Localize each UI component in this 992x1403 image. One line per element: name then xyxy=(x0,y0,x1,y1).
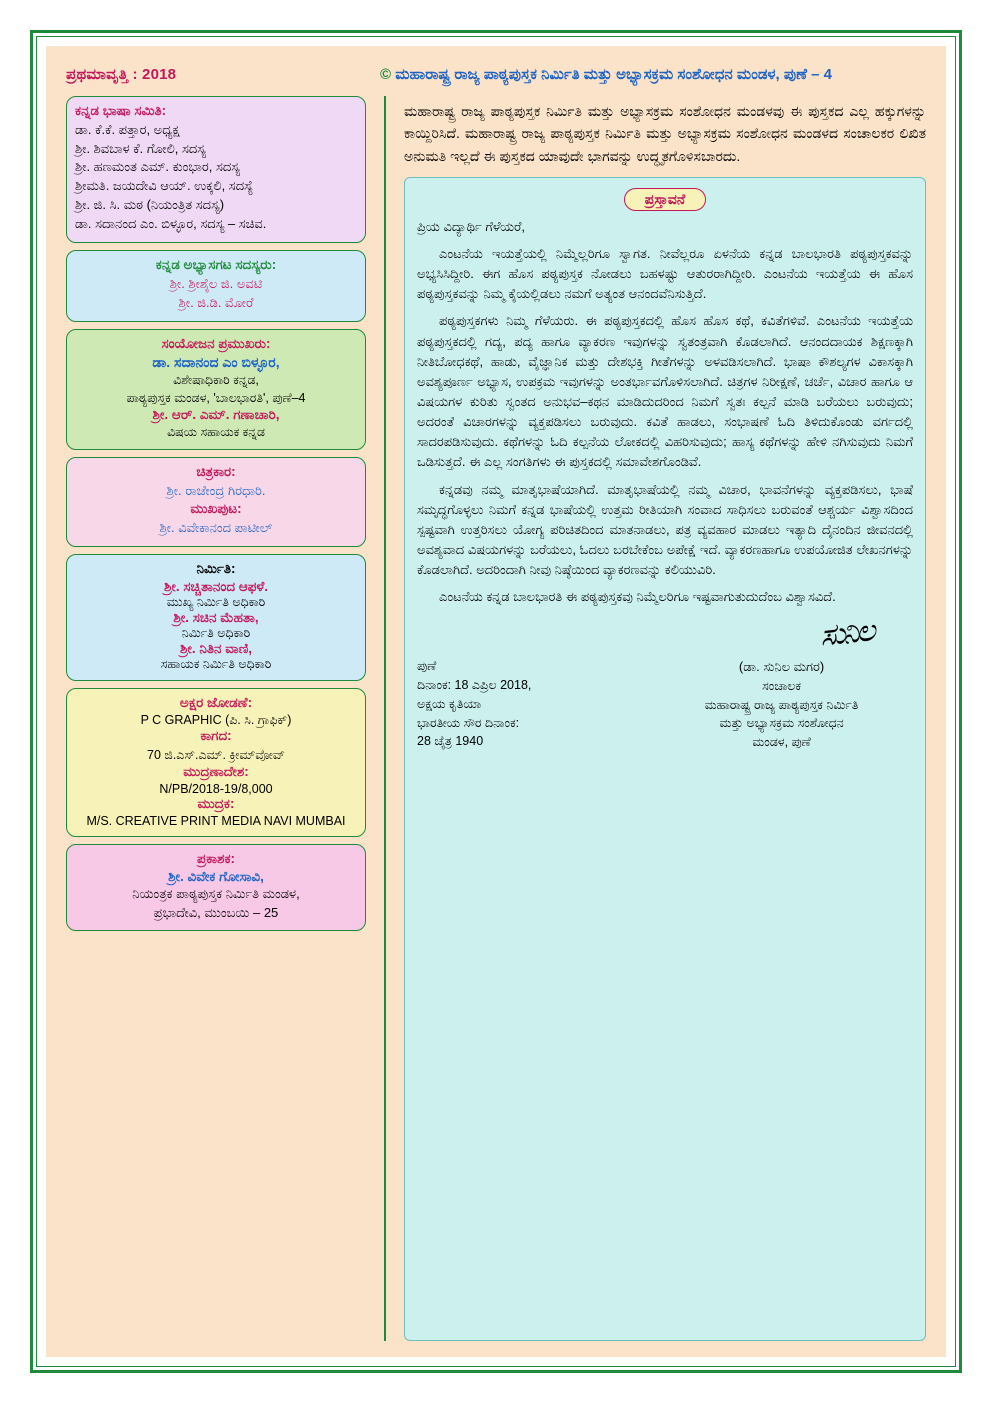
list-item: ಡಾ. ಸದಾನಂದ ಎಂ. ಬಿಳ್ಳೂರ, ಸದಸ್ಯ – ಸಚಿವ. xyxy=(75,215,267,231)
copyright-heading xyxy=(380,64,926,86)
publisher-name: ಶ್ರೀ. ವಿವೇಕ ಗೋಸಾವಿ, xyxy=(168,868,264,884)
coordinator-name-2: ಶ್ರೀ. ಆರ್. ಎಮ್. ಗಣಾಚಾರಿ, xyxy=(152,406,280,422)
publisher-address-line-1: ನಿಯಂತ್ರಕ ಪಾಠ್ಯಪುಸ್ತಕ ನಿರ್ಮಿತಿ ಮಂಡಳ, xyxy=(132,885,300,901)
print-order-value: N/PB/2018-19/8,000 xyxy=(159,781,273,796)
list-item: ಡಾ. ಕೆ.ಕೆ. ಪತ್ತಾರ, ಅಧ್ಯಕ್ಷ xyxy=(75,121,180,137)
cover-artist-name: ಶ್ರೀ. ವಿವೇಕಾನಂದ ಪಾಟೀಲ್ xyxy=(159,519,273,535)
coordinator-name-1: ಡಾ. ಸದಾನಂದ ಎಂ ಬಿಳ್ಳೂರ, xyxy=(152,353,280,370)
production-person-name: ಶ್ರೀ. ಸಚಿನ ಮೆಹತಾ, xyxy=(173,609,259,625)
publisher-title: ಪ್ರಕಾಶಕ: xyxy=(196,850,236,866)
preface-footer xyxy=(417,657,913,752)
production-title: ನಿರ್ಮಿತಿ: xyxy=(196,560,236,576)
language-committee-box xyxy=(66,96,366,243)
study-group-box xyxy=(66,250,366,322)
copyright-holder: ಮಹಾರಾಷ್ಟ್ರ ರಾಜ್ಯ ಪಾಠ್ಯಪುಸ್ತಕ ನಿರ್ಮಿತಿ ಮತ್ತು ಅಭ್ಯಾಸಕ್ರಮ ಸಂಶೋಧನ ಮಂಡಳ, ಪುಣೆ – 4 xyxy=(395,66,833,83)
preface-paragraph: ಪಠ್ಯಪುಸ್ತಕಗಳು ನಿಮ್ಮ ಗೆಳೆಯರು. ಈ ಪಠ್ಯಪುಸ್ತಕದಲ್ಲಿ ಹೊಸ ಹೊಸ ಕಥೆ, ಕವಿತೆಗಳಿವೆ. ಎಂಟನೆಯ ಇಯತ್ತೆಯ ಪಠ್ಯಪುಸ್ತಕದಲ್ಲಿ ಗದ್ಯ, ಪದ್ಯ ಹಾಗೂ ವ್ಯಾಕರಣ ಇವುಗಳನ್ನು ಸ್ವತಂತ್ರವಾಗಿ ಕೊಡಲಾಗಿದೆ. ಆನಂದದಾಯಕ ಶಿಕ್ಷಣಕ್ಕಾಗಿ ನೀತಿಬೋಧಕಥೆ, ಹಾಡು, ವೈಜ್ಞಾನಿಕ ಮತ್ತು ದೇಶಭಕ್ತಿ ಗೀತೆಗಳನ್ನು ಅಳವಡಿಸಲಾಗಿದೆ. ಭಾಷಾ ಕೌಶಲ್ಯಗಳ ವಿಕಾಸಕ್ಕಾಗಿ ಅವಶ್ಯಪೂರ್ಣ ಅಭ್ಯಾಸ, ಉಪಕ್ರಮ ಇವುಗಳನ್ನು ಅಂತರ್ಭಾವಗೊಳಿಸಲಾಗಿದೆ. ಚಿತ್ರಗಳ ನಿರೀಕ್ಷಣೆ, ಚರ್ಚೆ, ವಿಚಾರ ಹಾಗೂ ಆ ವಿಷಯಗಳ ಕುರಿತು ಸ್ವಂತದ ಅನುಭವ–ಕಥನ ಮಾಡಿದುದರಿಂದ ನಿಮಗೆ ಸ್ವತಃ ಕಲ್ಪನೆ ಮಾಡಿ ಬರೆಯಲು ಬರುವುದು; ಅದರಂತೆ ವಿಚಾರಗಳನ್ನು ವ್ಯಕ್ತಪಡಿಸಲು ಬರುವುದು. ಕವಿತೆ ಹಾಡಲು, ಸಂಭಾಷಣೆ ಓದಿ ತಿಳಿದುಕೊಂಡು ವರ್ಗದಲ್ಲಿ ಸಾದರಪಡಿಸುವುದು. ಕಥೆಗಳನ್ನು ಓದಿ ಕಲ್ಪನೆಯ ಲೋಕದಲ್ಲಿ ವಿಹರಿಸುವುದು; ಹಾಸ್ಯ ಕಥೆಗಳನ್ನು ಹೇಳಿ ನಗಿಸುವುದು ನಿಮಗೆ ಒಡಿಸುತ್ತದೆ. ಈ ಎಲ್ಲ ಸಂಗತಿಗಳು ಈ ಪುಸ್ತಕದಲ್ಲಿ ಸಮಾವೇಶಗೊಂಡಿವೆ. xyxy=(417,313,913,470)
footer-line: ಮಹಾರಾಷ್ಟ್ರ ರಾಜ್ಯ ಪಾಠ್ಯಪುಸ್ತಕ ನಿರ್ಮಿತಿ xyxy=(704,697,859,712)
signatory-name: (ಡಾ. ಸುನಿಲ ಮಗರ) xyxy=(738,659,825,675)
copyright-body-text: ಮಹಾರಾಷ್ಟ್ರ ರಾಜ್ಯ ಪಾಠ್ಯಪುಸ್ತಕ ನಿರ್ಮಿತಿ ಮತ್ತು ಅಭ್ಯಾಸಕ್ರಮ ಸಂಶೋಧನ ಮಂಡಳವು ಈ ಪುಸ್ತಕದ ಎಲ್ಲ ಹಕ್ಕುಗಳನ್ನು ಕಾಯ್ದಿರಿಸಿದೆ. ಮಹಾರಾಷ್ಟ್ರ ರಾಜ್ಯ ಪಾಠ್ಯಪುಸ್ತಕ ನಿರ್ಮಿತಿ ಮತ್ತು ಅಭ್ಯಾಸಕ್ರಮ ಸಂಶೋಧನ ಮಂಡಳದ ಸಂಚಾಲಕರ ಲಿಖಿತ ಅನುಮತಿ ಇಲ್ಲದೆ ಈ ಪುಸ್ತಕದ ಯಾವುದೇ ಭಾಗವನ್ನು ಉದ್ಧೃತಗೊಳಿಸಬಾರದು. xyxy=(404,102,926,164)
preface-title: ಪ್ರಸ್ತಾವನೆ xyxy=(624,188,707,211)
footer-line: ಮತ್ತು ಅಭ್ಯಾಸಕ್ರಮ ಸಂಶೋಧನ xyxy=(719,716,844,731)
list-item: ಶ್ರೀ. ಜಿ.ಡಿ. ಮೋರೆ xyxy=(178,294,254,310)
signatory-designation: ಸಂಚಾಲಕ xyxy=(762,678,802,693)
production-person-name: ಶ್ರೀ. ನಿತಿನ ವಾಣಿ, xyxy=(179,640,253,656)
footer-line: ಅಕ್ಷಯ ಕೃತಿಯಾ xyxy=(417,696,482,711)
typesetting-box xyxy=(66,688,366,837)
publisher-box xyxy=(66,844,366,932)
production-person-name: ಶ್ರೀ. ಸಚ್ಚಿತಾನಂದ ಆಫಳೆ. xyxy=(163,578,269,594)
signature-image: ಸುನಿಲ xyxy=(818,613,875,655)
list-item: ಶ್ರೀ. ಜಿ. ಸಿ. ಮಠ (ನಿಯಂತ್ರಿತ ಸದಸ್ಯ) xyxy=(75,197,225,213)
right-column xyxy=(404,96,926,1341)
preface-footer-left xyxy=(417,657,640,752)
list-item: ಶ್ರೀ. ಶಿವಬಾಳ ಕೆ. ಗೋಲಿ, ಸದಸ್ಯ xyxy=(75,140,206,156)
production-person-role: ಮುಖ್ಯ ನಿರ್ಮಿತಿ ಅಧಿಕಾರಿ xyxy=(166,594,266,609)
production-person-role: ಸಹಾಯಕ ನಿರ್ಮಿತಿ ಅಧಿಕಾರಿ xyxy=(160,656,272,671)
preface-footer-right xyxy=(650,657,913,752)
preface-paragraph: ಕನ್ನಡವು ನಮ್ಮ ಮಾತೃಭಾಷೆಯಾಗಿದೆ. ಮಾತೃಭಾಷೆಯಲ್ಲಿ ನಮ್ಮ ವಿಚಾರ, ಭಾವನೆಗಳನ್ನು ವ್ಯಕ್ತಪಡಿಸಲು, ಭಾಷೆ ಸಮೃದ್ಧಗೊಳ್ಳಲು ನಿಮಗೆ ಕನ್ನಡ ಭಾಷೆಯಲ್ಲಿ ಉತ್ತಮ ರೀತಿಯಾಗಿ ಸಂವಾದ ಸಾಧಿಸಲು ಬರುವಂತೆ ಆಶ್ಚರ್ಯ ವಿಶ್ವಾಸದಿಂದ ಸ್ಪಷ್ಟವಾಗಿ ಉತ್ತರಿಸಲು ಯೋಗ್ಯ ಪರಿಚಿತದಿಂದ ಮಾತನಾಡಲು, ಪತ್ರ ವ್ಯವಹಾರ ಮಾಡಲು ಇತ್ಯಾದಿ ದೈನಂದಿನ ಜೀವನದಲ್ಲಿ ಅವಶ್ಯವಾದ ವಿಷಯಗಳನ್ನು ಬರೆಯಲು, ಓದಲು ಬರಬೇಕೆಂಬ ಅಪೇಕ್ಷೆ ಇದೆ. ವ್ಯಾಕರಣಹಾಗೂ ಉಪಯೋಜಿತ ಲೇಖನಗಳನ್ನು ಕೊಡಲಾಗಿದೆ. ಅದರಿಂದಾಗಿ ನೀವು ನಿಷ್ಠೆಯಿಂದ ವ್ಯಾಕರಣವನ್ನು ಕಲಿಯುವಿರಿ. xyxy=(417,481,913,578)
coordinators-title: ಸಂಯೋಜನ ಪ್ರಮುಖರು: xyxy=(161,335,271,351)
preface-box xyxy=(404,177,926,1341)
illustrator-title: ಚಿತ್ರಕಾರ: xyxy=(196,463,236,479)
list-item: ಶ್ರೀ. ಹಣಮಂತ ಎಮ್. ಕುಂಭಾರ, ಸದಸ್ಯ xyxy=(75,159,240,175)
cover-title: ಮುಖಪುಟ: xyxy=(190,500,242,516)
list-item: ಶ್ರೀಮತಿ. ಜಯದೇವಿ ಆಯ್. ಉಕ್ಕಲಿ, ಸದಸ್ಯೆ xyxy=(75,178,254,194)
footer-line: ದಿನಾಂಕ: 18 ಎಪ್ರಿಲ 2018, xyxy=(417,678,532,693)
production-box xyxy=(66,554,366,681)
preface-title-wrap xyxy=(417,188,913,211)
preface-paragraph: ಎಂಟನೆಯ ಇಯತ್ತೆಯಲ್ಲಿ ನಿಮ್ಮೆಲ್ಲರಿಗೂ ಸ್ವಾಗತ. ನೀವೆಲ್ಲರೂ ಏಳನೆಯ ಕನ್ನಡ ಬಾಲಭಾರತಿ ಪಠ್ಯಪುಸ್ತಕವನ್ನು ಅಭ್ಯಸಿಸಿದ್ದೀರಿ. ಈಗ ಹೊಸ ಪಠ್ಯಪುಸ್ತಕ ನೋಡಲು ಬಹಳಷ್ಟು ಆತುರರಾಗಿದ್ದೀರಿ. ಎಂಟನೆಯ ಇಯತ್ತೆಯ ಈ ಹೊಸ ಪಠ್ಯಪುಸ್ತಕವನ್ನು ನಿಮ್ಮ ಕೈಯಲ್ಲಿಡಲು ನಮಗೆ ಅತ್ಯಂತ ಆನಂದವೆನಿಸುತ್ತಿದೆ. xyxy=(417,246,913,302)
paper-title: ಕಾಗದ: xyxy=(200,727,232,743)
coordinator-role-2: ವಿಷಯ ಸಹಾಯಕ ಕನ್ನಡ xyxy=(167,424,265,439)
page-content xyxy=(46,46,946,1357)
coordinator-role-1a: ವಿಶೇಷಾಧಿಕಾರಿ ಕನ್ನಡ, xyxy=(173,372,259,387)
printer-title: ಮುದ್ರಕ: xyxy=(197,795,235,811)
left-column xyxy=(66,96,366,1341)
preface-salutation: ಪ್ರಿಯ ವಿದ್ಯಾರ್ಥಿ ಗೆಳೆಯರೆ, xyxy=(417,218,525,234)
typesetter-name: P C GRAPHIC (ಪಿ. ಸಿ. ಗ್ರಾಫಿಕ್) xyxy=(140,712,292,727)
paper-value: 70 ಜಿ.ಎಸ್.ಎಮ್. ಕ್ರೀಮ್‌ವೋವ್ xyxy=(147,747,285,762)
study-group-title: ಕನ್ನಡ ಅಭ್ಯಾಸಗಟ ಸದಸ್ಯರು: xyxy=(155,256,277,272)
publisher-address-line-2: ಪ್ರಭಾದೇವಿ, ಮುಂಬಯಿ – 25 xyxy=(153,904,279,920)
coordinator-role-1b: ಪಾಠ್ಯಪುಸ್ತಕ ಮಂಡಳ, 'ಬಾಲಭಾರತಿ', ಪುಣೆ–4 xyxy=(126,390,306,405)
edition-label: ಪ್ರಥಮಾವೃತ್ತಿ : 2018 xyxy=(66,66,177,83)
column-divider xyxy=(384,96,386,1341)
body-columns xyxy=(66,96,926,1341)
preface-paragraph: ಎಂಟನೆಯ ಕನ್ನಡ ಬಾಲಭಾರತಿ ಈ ಪಠ್ಯಪುಸ್ತಕವು ನಿಮ್ಮೆಲರಿಗೂ ಇಷ್ಟವಾಗುತುದುದೆಂಬ ವಿಶ್ವಾಸವಿದೆ. xyxy=(439,589,836,605)
preface-body xyxy=(417,217,913,615)
artwork-box xyxy=(66,457,366,547)
footer-line: 28 ಚೈತ್ರ 1940 xyxy=(417,734,484,749)
printer-value: M/S. CREATIVE PRINT MEDIA NAVI MUMBAI xyxy=(86,813,346,828)
footer-line: ಮಂಡಳ, ಪುಣೆ xyxy=(752,735,811,750)
signature-area xyxy=(417,613,913,655)
footer-line: ಪುಣೆ xyxy=(417,659,437,674)
coordinators-box xyxy=(66,329,366,450)
footer-line: ಭಾರತೀಯ ಸೌರ ದಿನಾಂಕ: xyxy=(417,715,520,730)
header-row xyxy=(66,64,926,86)
list-item: ಶ್ರೀ. ಶ್ರೀಶೈಲ ಜಿ. ಅವಟಿ xyxy=(169,275,263,291)
language-committee-title: ಕನ್ನಡ ಭಾಷಾ ಸಮಿತಿ: xyxy=(75,102,167,118)
typesetting-title: ಅಕ್ಷರ ಜೋಡಣೆ: xyxy=(179,694,253,710)
copyright-icon: © xyxy=(380,66,392,83)
illustrator-name: ಶ್ರೀ. ರಾಜೇಂದ್ರ ಗಿರಧಾರಿ. xyxy=(166,482,266,498)
print-order-title: ಮುದ್ರಣಾದೇಶ: xyxy=(183,763,249,779)
production-person-role: ನಿರ್ಮಿತಿ ಅಧಿಕಾರಿ xyxy=(181,625,251,640)
